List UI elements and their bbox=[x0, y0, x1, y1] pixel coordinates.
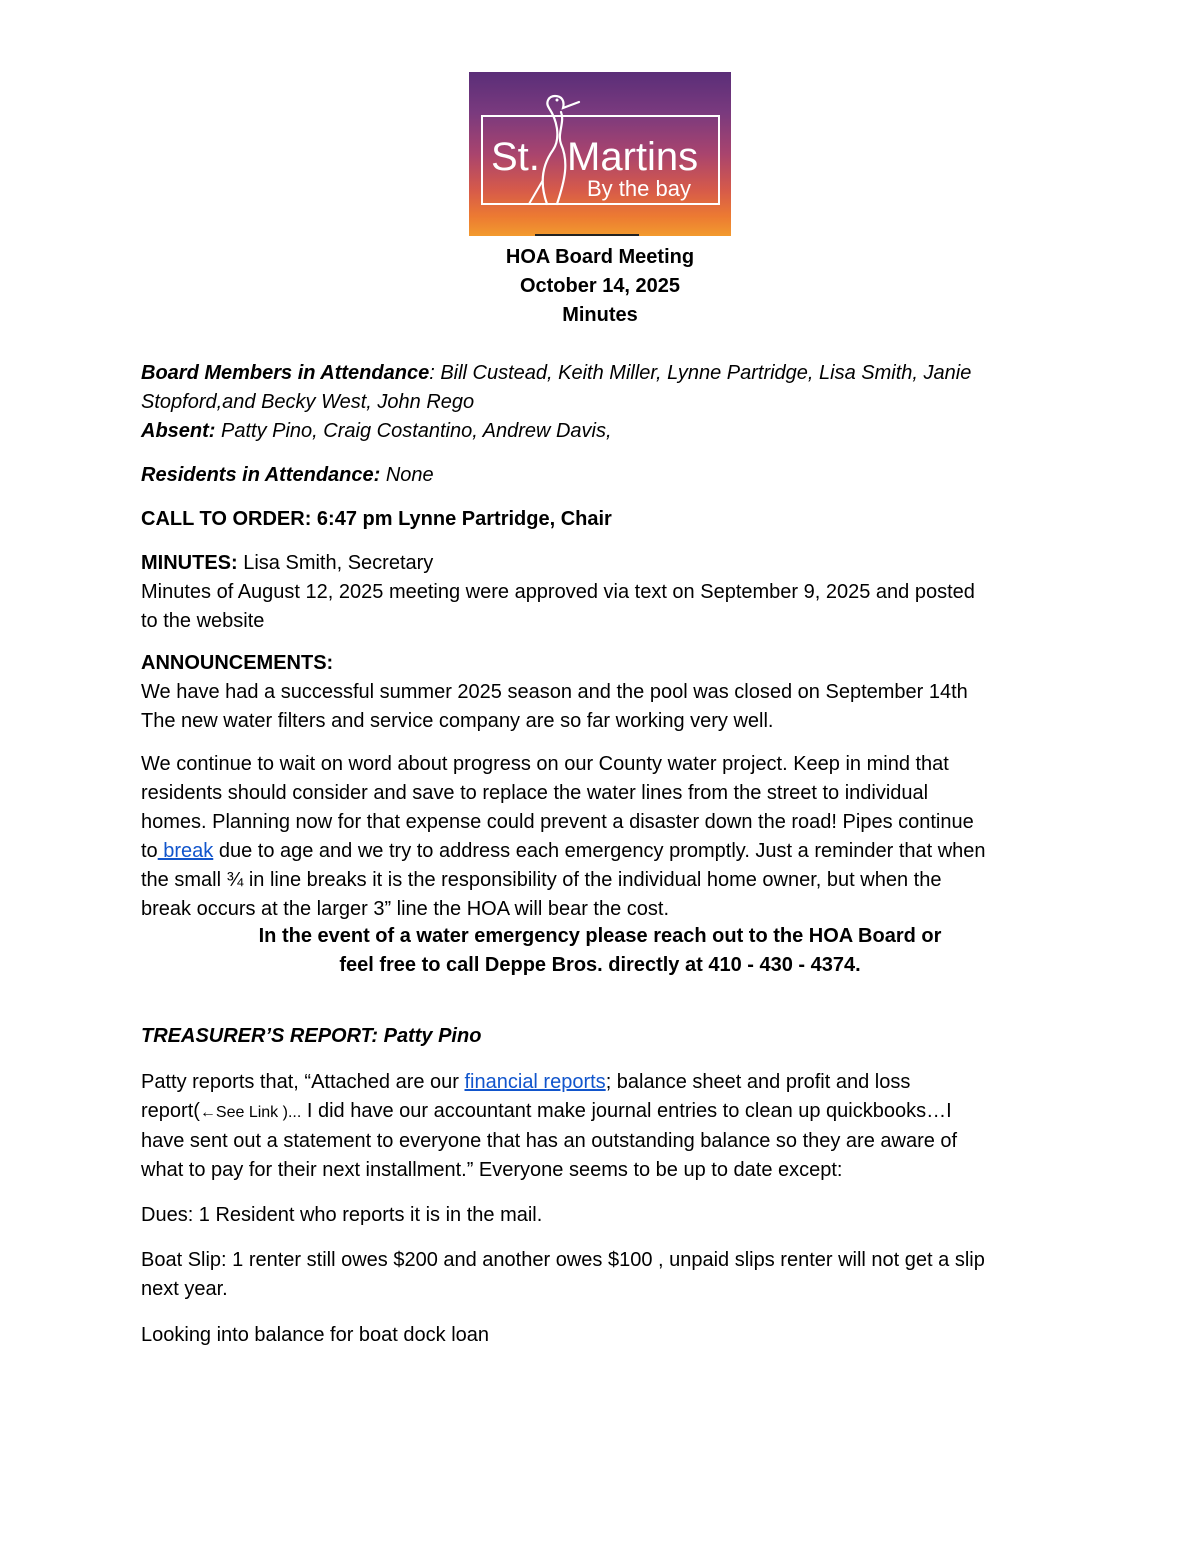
logo-underline bbox=[535, 234, 639, 236]
logo-text-st: St. bbox=[491, 135, 540, 179]
board-members-names: Bill Custead, Keith Miller, Lynne Partridge, Lisa Smith, Janie bbox=[434, 362, 972, 384]
treasurer-line2-post: I did have our accountant make journal entries to clean up quickbooks…I bbox=[301, 1100, 952, 1122]
announcements-p2-line6: break occurs at the larger 3” line the HOA will bear the cost. bbox=[141, 898, 670, 920]
announcements-p2-line3: homes. Planning now for that expense could prevent a disaster down the road! Pipes continue bbox=[141, 811, 974, 833]
boat-slip-line2: next year. bbox=[141, 1278, 228, 1300]
announcements-p2-line4 bbox=[141, 837, 1071, 866]
meeting-date: October 14, 2025 bbox=[519, 275, 681, 297]
minutes-text-1: Minutes of August 12, 2025 meeting were approved via text on September 9, 2025 and posted bbox=[141, 581, 975, 603]
minutes-section bbox=[141, 549, 1071, 636]
meeting-subtitle: Minutes bbox=[562, 304, 638, 326]
p2-line4-pre: to bbox=[141, 840, 158, 862]
attendance-section bbox=[141, 359, 1071, 446]
treasurer-line1-post: ; balance sheet and profit and loss bbox=[605, 1071, 911, 1093]
emergency-line-1: In the event of a water emergency please reach out to the HOA Board or bbox=[258, 925, 942, 947]
board-members-colon: : bbox=[429, 362, 435, 384]
p2-line4-post: due to age and we try to address each emergency promptly. Just a reminder that when bbox=[213, 840, 986, 862]
logo-text-martins: Martins bbox=[567, 135, 699, 179]
treasurer-line1 bbox=[141, 1068, 1071, 1097]
announcements-section bbox=[141, 649, 1071, 736]
minutes-text-2: to the website bbox=[141, 610, 265, 632]
announcements-p2 bbox=[141, 750, 1071, 924]
announcements-label: ANNOUNCEMENTS: bbox=[141, 652, 334, 674]
treasurer-line3: have sent out a statement to everyone that has an outstanding balance so they are aware of bbox=[141, 1130, 958, 1152]
treasurer-line4: what to pay for their next installment.” Everyone seems to be up to date except: bbox=[141, 1159, 843, 1181]
st-martins-logo bbox=[469, 72, 731, 236]
absent-label: Absent: bbox=[141, 420, 216, 442]
meeting-title: HOA Board Meeting bbox=[505, 246, 695, 268]
call-to-order: CALL TO ORDER: 6:47 pm Lynne Partridge, Chair bbox=[141, 508, 612, 530]
minutes-secretary: Lisa Smith, Secretary bbox=[237, 552, 434, 574]
heron-logo-icon bbox=[469, 72, 731, 236]
treasurer-line1-pre: Patty reports that, “Attached are our bbox=[141, 1071, 465, 1093]
boat-slip-section bbox=[141, 1246, 1071, 1304]
announcements-p1-line2: The new water filters and service company are so far working very well. bbox=[141, 710, 774, 732]
board-members-line bbox=[141, 359, 1071, 388]
minutes-label: MINUTES: bbox=[141, 552, 238, 574]
treasurer-line2 bbox=[141, 1097, 1071, 1127]
boat-dock-loan-line: Looking into balance for boat dock loan bbox=[141, 1324, 490, 1346]
announcements-p1-line1: We have had a successful summer 2025 season and the pool was closed on September 14th bbox=[141, 681, 968, 703]
residents-value: None bbox=[380, 464, 434, 486]
break-link[interactable]: break bbox=[157, 840, 214, 862]
see-link-note: ←See Link )... bbox=[199, 1104, 302, 1121]
logo-text-by-the-bay: By the bay bbox=[587, 176, 691, 201]
residents-label: Residents in Attendance: bbox=[141, 464, 381, 486]
financial-reports-link[interactable]: financial reports bbox=[464, 1071, 606, 1093]
dues-line: Dues: 1 Resident who reports it is in the mail. bbox=[141, 1204, 543, 1226]
announcements-p2-line5: the small ¾ in line breaks it is the responsibility of the individual home owner, but when the bbox=[141, 869, 942, 891]
residents-line bbox=[141, 461, 1071, 490]
board-members-names-cont: Stopford,and Becky West, John Rego bbox=[141, 391, 475, 413]
treasurer-heading: TREASURER’S REPORT: Patty Pino bbox=[141, 1025, 482, 1047]
emergency-line-2: feel free to call Deppe Bros. directly at 410 - 430 - 4374. bbox=[339, 954, 861, 976]
absent-line bbox=[141, 417, 1071, 446]
absent-names: Patty Pino, Craig Costantino, Andrew Davis, bbox=[215, 420, 612, 442]
treasurer-line2-pre: report( bbox=[141, 1100, 200, 1122]
board-members-label: Board Members in Attendance bbox=[141, 362, 430, 384]
announcements-p2-line1: We continue to wait on word about progress on our County water project. Keep in mind that bbox=[141, 753, 949, 775]
treasurer-report bbox=[141, 1068, 1071, 1185]
boat-slip-line1: Boat Slip: 1 renter still owes $200 and another owes $100 , unpaid slips renter will not get a slip bbox=[141, 1249, 985, 1271]
minutes-heading bbox=[141, 549, 1071, 578]
announcements-p2-line2: residents should consider and save to replace the water lines from the street to individual bbox=[141, 782, 929, 804]
